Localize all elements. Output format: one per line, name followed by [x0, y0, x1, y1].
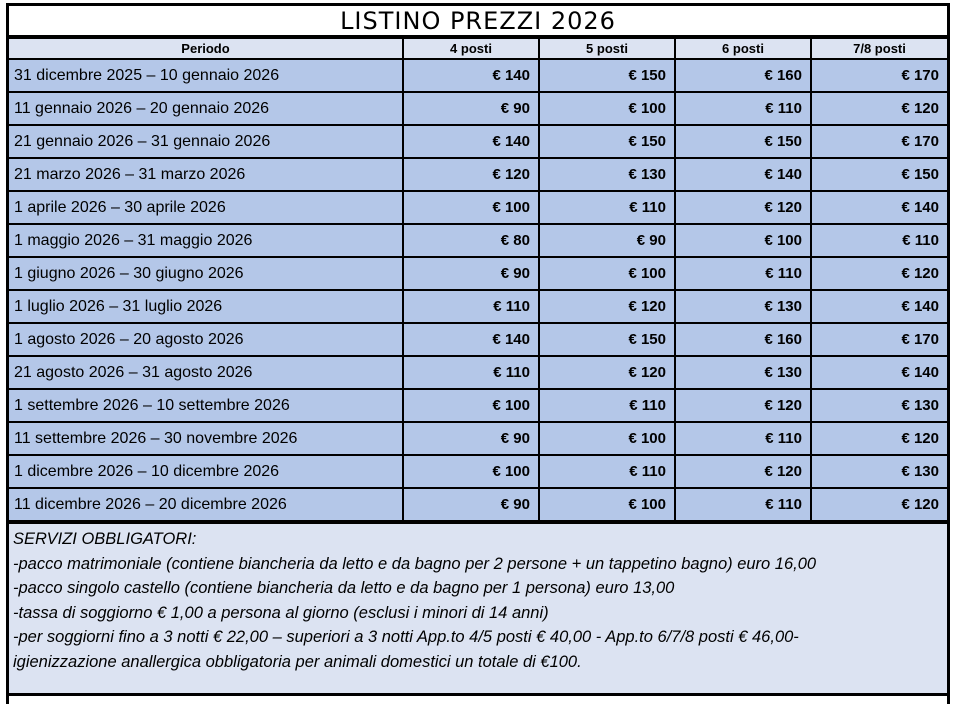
price-cell: € 140	[811, 191, 947, 224]
price-cell: € 100	[675, 224, 811, 257]
price-cell: € 140	[403, 323, 539, 356]
price-cell: € 160	[675, 323, 811, 356]
table-row	[9, 389, 947, 422]
table-row	[9, 290, 947, 323]
price-cell: € 100	[403, 455, 539, 488]
price-cell: € 100	[539, 488, 675, 521]
price-cell: € 90	[403, 422, 539, 455]
period-cell: 1 giugno 2026 – 30 giugno 2026	[9, 257, 403, 290]
table-row	[9, 59, 947, 92]
price-cell: € 170	[811, 125, 947, 158]
price-cell: € 110	[675, 422, 811, 455]
table-row	[9, 422, 947, 455]
price-cell: € 150	[675, 125, 811, 158]
price-cell: € 120	[539, 356, 675, 389]
price-cell: € 100	[403, 191, 539, 224]
price-cell: € 130	[811, 389, 947, 422]
price-cell: € 110	[675, 257, 811, 290]
table-row	[9, 224, 947, 257]
price-cell: € 120	[811, 257, 947, 290]
price-cell: € 140	[811, 290, 947, 323]
price-cell: € 120	[811, 488, 947, 521]
period-cell: 21 marzo 2026 – 31 marzo 2026	[9, 158, 403, 191]
notes-heading: SERVIZI OBBLIGATORI:	[13, 530, 197, 548]
price-cell: € 150	[539, 125, 675, 158]
period-cell: 11 gennaio 2026 – 20 gennaio 2026	[9, 92, 403, 125]
price-cell: € 150	[811, 158, 947, 191]
price-cell: € 120	[675, 455, 811, 488]
page-title: LISTINO PREZZI 2026	[9, 6, 947, 37]
price-cell: € 110	[539, 191, 675, 224]
note-line: -pacco singolo castello (contiene biancheria da letto e da bagno per 1 persona) euro 13,00	[13, 579, 675, 597]
price-cell: € 110	[403, 290, 539, 323]
column-header-78-posti: 7/8 posti	[811, 38, 947, 59]
column-header-4-posti: 4 posti	[403, 38, 539, 59]
period-cell: 21 agosto 2026 – 31 agosto 2026	[9, 356, 403, 389]
table-row	[9, 191, 947, 224]
price-cell: € 170	[811, 323, 947, 356]
price-cell: € 140	[811, 356, 947, 389]
price-cell: € 150	[539, 59, 675, 92]
price-cell: € 160	[675, 59, 811, 92]
period-cell: 1 settembre 2026 – 10 settembre 2026	[9, 389, 403, 422]
price-cell: € 120	[403, 158, 539, 191]
table-row	[9, 356, 947, 389]
table-row	[9, 158, 947, 191]
period-cell: 11 settembre 2026 – 30 novembre 2026	[9, 422, 403, 455]
column-header-6-posti: 6 posti	[675, 38, 811, 59]
period-cell: 11 dicembre 2026 – 20 dicembre 2026	[9, 488, 403, 521]
table-row	[9, 125, 947, 158]
period-cell: 21 gennaio 2026 – 31 gennaio 2026	[9, 125, 403, 158]
note-line: -pacco matrimoniale (contiene biancheria da letto e da bagno per 2 persone + un tappetino bagno) euro 16,00	[13, 554, 817, 573]
price-cell: € 120	[675, 191, 811, 224]
price-cell: € 130	[675, 356, 811, 389]
price-table	[9, 37, 947, 522]
table-row	[9, 488, 947, 521]
price-cell: € 110	[675, 92, 811, 125]
period-cell: 1 luglio 2026 – 31 luglio 2026	[9, 290, 403, 323]
note-line: -tassa di soggiorno € 1,00 a persona al giorno (esclusi i minori di 14 anni)	[13, 603, 549, 622]
price-table-document	[6, 3, 950, 696]
header-row	[9, 38, 947, 59]
period-cell: 1 aprile 2026 – 30 aprile 2026	[9, 191, 403, 224]
column-header-periodo: Periodo	[9, 38, 403, 59]
column-header-5-posti: 5 posti	[539, 38, 675, 59]
price-cell: € 90	[539, 224, 675, 257]
period-cell: 1 dicembre 2026 – 10 dicembre 2026	[9, 455, 403, 488]
price-cell: € 100	[539, 92, 675, 125]
price-cell: € 100	[403, 389, 539, 422]
price-cell: € 100	[539, 257, 675, 290]
price-cell: € 130	[539, 158, 675, 191]
price-cell: € 110	[539, 389, 675, 422]
price-cell: € 90	[403, 257, 539, 290]
table-row	[9, 323, 947, 356]
price-cell: € 110	[539, 455, 675, 488]
price-cell: € 170	[811, 59, 947, 92]
price-sheet	[6, 3, 950, 704]
table-row	[9, 92, 947, 125]
period-cell: 1 agosto 2026 – 20 agosto 2026	[9, 323, 403, 356]
price-cell: € 120	[675, 389, 811, 422]
price-cell: € 110	[403, 356, 539, 389]
price-cell: € 140	[403, 59, 539, 92]
note-line: -per soggiorni fino a 3 notti € 22,00 – superiori a 3 notti App.to 4/5 posti € 40,00 - App.to 6/7/8 posti € 46,00-	[13, 628, 799, 646]
price-cell: € 120	[811, 422, 947, 455]
price-cell: € 150	[539, 323, 675, 356]
price-cell: € 120	[811, 92, 947, 125]
price-cell: € 110	[811, 224, 947, 257]
price-cell: € 140	[403, 125, 539, 158]
price-cell: € 110	[675, 488, 811, 521]
price-cell: € 100	[539, 422, 675, 455]
period-cell: 1 maggio 2026 – 31 maggio 2026	[9, 224, 403, 257]
table-row	[9, 455, 947, 488]
mandatory-services-notes	[9, 522, 947, 693]
price-cell: € 90	[403, 92, 539, 125]
price-cell: € 90	[403, 488, 539, 521]
price-cell: € 80	[403, 224, 539, 257]
price-cell: € 120	[539, 290, 675, 323]
next-empty-row-sliver	[6, 696, 950, 704]
table-row	[9, 257, 947, 290]
note-line: igienizzazione anallergica obbligatoria per animali domestici un totale di €100.	[13, 652, 582, 671]
price-cell: € 130	[675, 290, 811, 323]
period-cell: 31 dicembre 2025 – 10 gennaio 2026	[9, 59, 403, 92]
price-cell: € 140	[675, 158, 811, 191]
price-cell: € 130	[811, 455, 947, 488]
